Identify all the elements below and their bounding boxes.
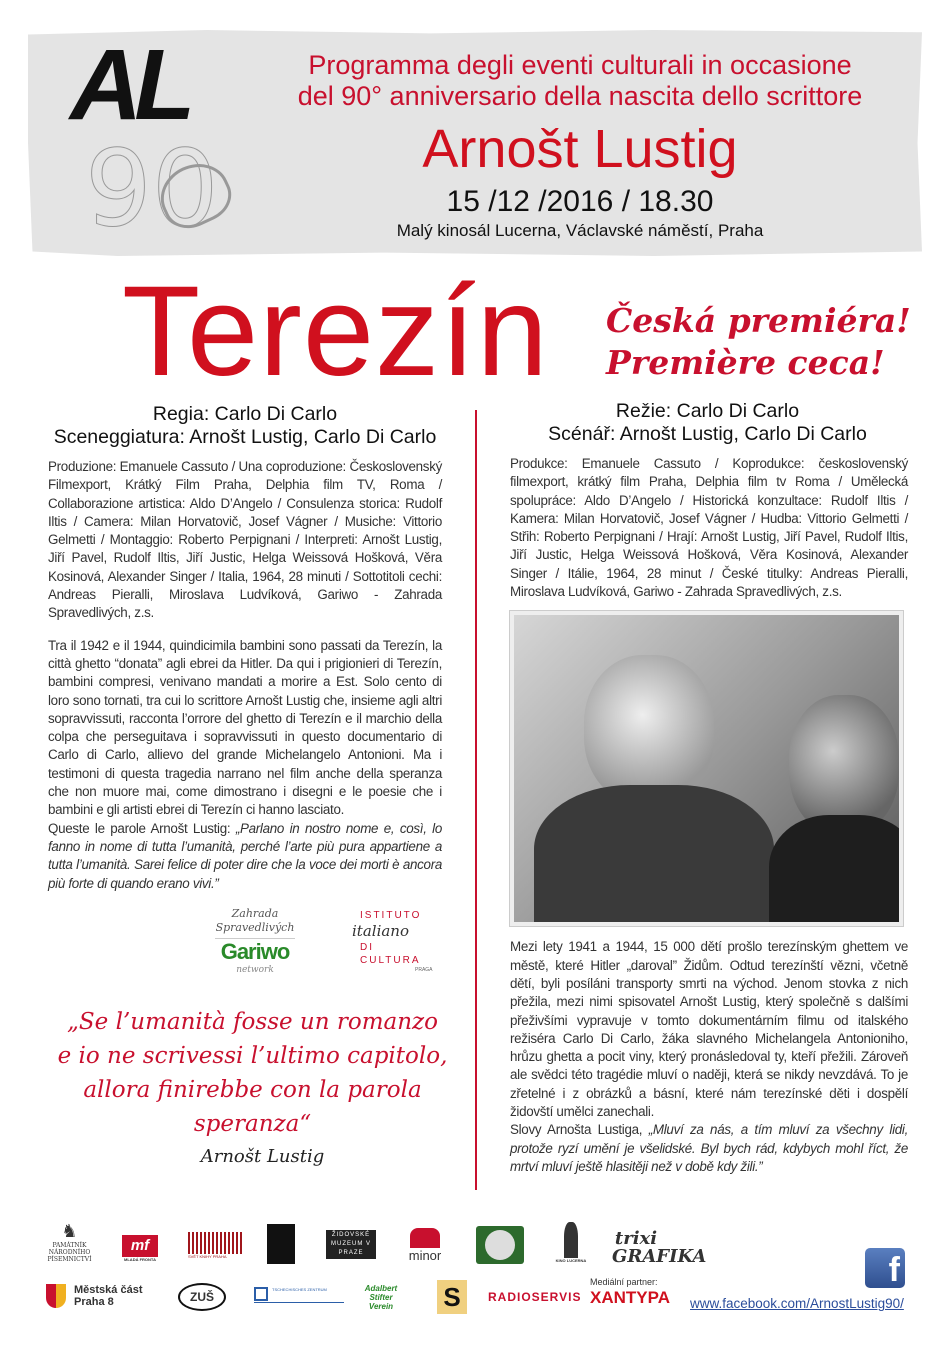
logo-mlada-fronta — [122, 1235, 158, 1263]
logo-pamatnik — [42, 1222, 97, 1263]
lucerna-text: KINO LUCERNA — [555, 1258, 587, 1263]
coat-left — [534, 785, 774, 926]
facebook-link[interactable]: www.facebook.com/ArnostLustig90/ — [690, 1296, 904, 1311]
column-divider — [475, 410, 477, 1190]
logo-green — [476, 1226, 524, 1264]
logo-praha8 — [46, 1284, 156, 1308]
left-credits: Produzione: Emanuele Cassuto / Una coproduzione: Československý Filmexport, Krátký Film Praha, Delphia film TV, Roma / Collaborazione artistica: Aldo D’Angelo / Consulenza storica: Rudolf Iltis / Camera: Milan Horvatovič, Josef Vágner / Musiche: Vittorio Gelmetti / Montaggio: Roberto Perpignani / Interpreti: Arnošt Lustig, Jiří Pavel, Rudolf Iltis, Jiří Justic, Helga Weissová Hošková, Věra Kosinová, Alexander Singer / Italia, 1964, 28 minuti / Sottotitoli cechi: Andreas Pieralli, Miroslava Ludvíková, Gariwo - Zahrada Spravedlivých, z.s. — [48, 459, 442, 621]
right-credits: Produkce: Emanuele Cassuto / Koprodukce: československý filmexport, krátký film Praha, Delphia film tv Roma / Umělecká spolupráce: Aldo D’Angelo / Historická konzultace: Rudolf Iltis / Kamera: Milan Horvatovič, Josef Vágner / Hudba: Vittorio Gelmetti / Střih: Roberto Perpignani / Hrají: Arnošt Lustig, Jiří Pavel, Rudolf Iltis, Jiří Justic, Helga Weissová Hošková, Věra Kosinová, Alexander Singer / Itálie, 1964, 28 minut / České titulky: Andreas Pieralli, Miroslava Ludvíková, Gariwo - Zahrada Spravedlivých, z.s. — [510, 456, 908, 600]
barcode-icon — [188, 1232, 243, 1254]
left-heading — [40, 403, 450, 449]
man-face-left — [584, 655, 714, 805]
logo-stifter: Adalbert Stifter Verein — [364, 1284, 398, 1311]
minor-arch-icon — [410, 1228, 440, 1248]
spiral-icon — [254, 1287, 268, 1301]
mf-text: mf — [122, 1235, 158, 1257]
premiere-text — [606, 300, 911, 384]
czech-centre-text: TSCHECHISCHES ZENTRUM — [272, 1287, 327, 1292]
iic-3: DI CULTURA — [360, 941, 421, 966]
logo-trixi: trixi GRAFIKA — [612, 1228, 707, 1267]
right-quote-intro: Slovy Arnošta Lustiga, — [510, 1122, 649, 1138]
iic-4: PRAGA — [415, 966, 433, 973]
author-name: Arnošt Lustig — [422, 119, 738, 179]
left-quote: „Parlano in nostro nome e, così, lo fanno in nome di tutta l’umanità, perché l’arte più pura appartiene a tutta l’umanità. Sarei felice di poter dire che la voce dei morti è ancora più forte di quando erano vivi.” — [48, 820, 442, 891]
al90-logo-heart: 90 — [85, 128, 219, 250]
gariwo-top: Zahrada Spravedlivých — [215, 906, 295, 934]
gariwo-logo — [215, 907, 295, 976]
director-cz: Režie: Carlo Di Carlo — [615, 400, 800, 422]
coat-right — [769, 815, 903, 926]
quote-line-3: allora finirebbe con la parola speranza“ — [83, 1076, 422, 1137]
logo-zidovske-muzeum: ŽIDOVSKÉ MUZEUM V PRAZE — [326, 1230, 376, 1259]
right-heading — [505, 400, 910, 446]
left-column — [40, 403, 450, 1169]
left-body — [48, 637, 442, 893]
iic-2: italiano — [352, 921, 409, 940]
praha8-text: Městská část Praha 8 — [74, 1284, 143, 1308]
minor-text: minor — [408, 1248, 442, 1263]
lion-icon: ♞ — [61, 1221, 78, 1242]
logo-minor — [406, 1228, 444, 1263]
al90-logo: AL — [70, 29, 188, 141]
mf-sub: MLADÁ FRONTA — [124, 1257, 156, 1262]
man-face-right — [789, 695, 899, 835]
quote-line-1: „Se l’umanità fosse un romanzo — [67, 1008, 438, 1035]
lantern-icon — [564, 1222, 578, 1258]
logo-black — [267, 1224, 295, 1264]
facebook-icon[interactable]: f — [865, 1248, 905, 1288]
right-column — [505, 400, 910, 1176]
media-xantypa: XANTYPA — [590, 1288, 670, 1307]
svet-knihy-text: SVĚT KNIHY PRAHA — [188, 1254, 227, 1259]
right-body-text: Mezi lety 1941 a 1944, 15 000 dětí prošlo terezínským ghettem ve městě, které Hitler „daroval” Židům. Odtud terezínští vězni, včetně dětí, byli posíláni transporty smrti na východ. Jenom stovka z nich přežila, mezi nimi spisovatel Arnošt Lustig, který společně s dalšími přeživšími vypravuje v tomto dokumentárním filmu od italského režiséra Carlo Di Carlo, žáka slavného Michelangela Antonioniho, hrůzu ghetta a pocit viny, který pronásledoval ty, kteří přežili. Zároveň ale svědci této tragédie mluví o naději, která se nikdy nevzdává. To je zřetelné i z obrázků a básní, které nám terezínské děti i dospělí židovští umělci zanechali. — [510, 939, 908, 1120]
left-body-text: Tra il 1942 e il 1944, quindicimila bambini sono passati da Terezín, la città ghetto “donata” agli ebrei da Hitler. Da qui i prigionieri di Terezín, bambini compresi, venivano mandati a morire a Est. Solo cento di loro sono tornati, tra cui lo scrittore Arnošt Lustig che, insieme agli altri sopravvissuti, racconta l’orrore del ghetto di Terezín e il marchio della colpa che perseguitava i sopravvissuti in questo documentario di Carlo di Carlo, allievo del grande Michelangelo Antonioni. Ma i testimoni di questa tragedia narrano nel film anche della speranza che non muore mai, come dimostrano i disegni e le poesie che i bambini e gli artisti ebrei di Terezín ci hanno lasciato. — [48, 637, 442, 818]
logo-s: S — [437, 1280, 467, 1314]
media-label: Mediální partner: — [590, 1277, 658, 1287]
logo-zus: ZUŠ — [178, 1283, 226, 1311]
coat-of-arms-icon — [46, 1284, 66, 1308]
right-body — [510, 938, 908, 1176]
intro-text — [250, 50, 910, 112]
iic-1: ISTITUTO — [360, 909, 422, 921]
screenplay-cz: Scénář: Arnošt Lustig, Carlo Di Carlo — [548, 423, 867, 445]
logo-kino-lucerna — [552, 1222, 590, 1264]
event-datetime: 15 /12 /2016 / 18.30 — [446, 185, 714, 218]
gariwo-sub: network — [236, 964, 274, 975]
iic-logo — [320, 909, 435, 974]
premiere-cz: Česká premiéra! — [606, 301, 911, 340]
left-quote-intro: Queste le parole Arnošt Lustig: — [48, 820, 236, 836]
screenplay: Sceneggiatura: Arnošt Lustig, Carlo Di Carlo — [53, 426, 437, 448]
logo-czech-centre — [254, 1287, 344, 1303]
event-venue: Malý kinosál Lucerna, Václavské náměstí, Praha — [396, 221, 764, 240]
media-partner — [590, 1277, 670, 1308]
film-still-photo — [510, 611, 903, 926]
film-title: Terezín — [122, 260, 549, 403]
big-quote — [40, 1005, 465, 1169]
logo-pamatnik-text: PAMÁTNÍK NÁRODNÍHO PÍSEMNICTVÍ — [47, 1242, 92, 1263]
intro-line-1: Programma degli eventi culturali in occasione — [308, 50, 852, 80]
intro-line-2: del 90° anniversario della nascita dello scrittore — [297, 81, 863, 111]
logo-radioservis: RADIOSERVIS — [488, 1290, 582, 1304]
quote-author: Arnošt Lustig — [200, 1145, 325, 1167]
quote-line-2: e io ne scrivessi l’ultimo capitolo, — [57, 1042, 448, 1069]
premiere-fr: Première ceca! — [606, 343, 885, 382]
gariwo-name: Gariwo — [215, 938, 295, 965]
logo-svet-knihy — [188, 1232, 243, 1260]
right-quote: „Mluví za nás, a tím mluví za všechny lidi, protože ryzí umění je všelidské. Byl bych rád, kdybych mohl říct, že mrtví mluví ještě hlasitěji než v době kdy žili.” — [510, 1122, 908, 1174]
partner-logos — [40, 907, 450, 987]
director: Regia: Carlo Di Carlo — [152, 403, 338, 425]
